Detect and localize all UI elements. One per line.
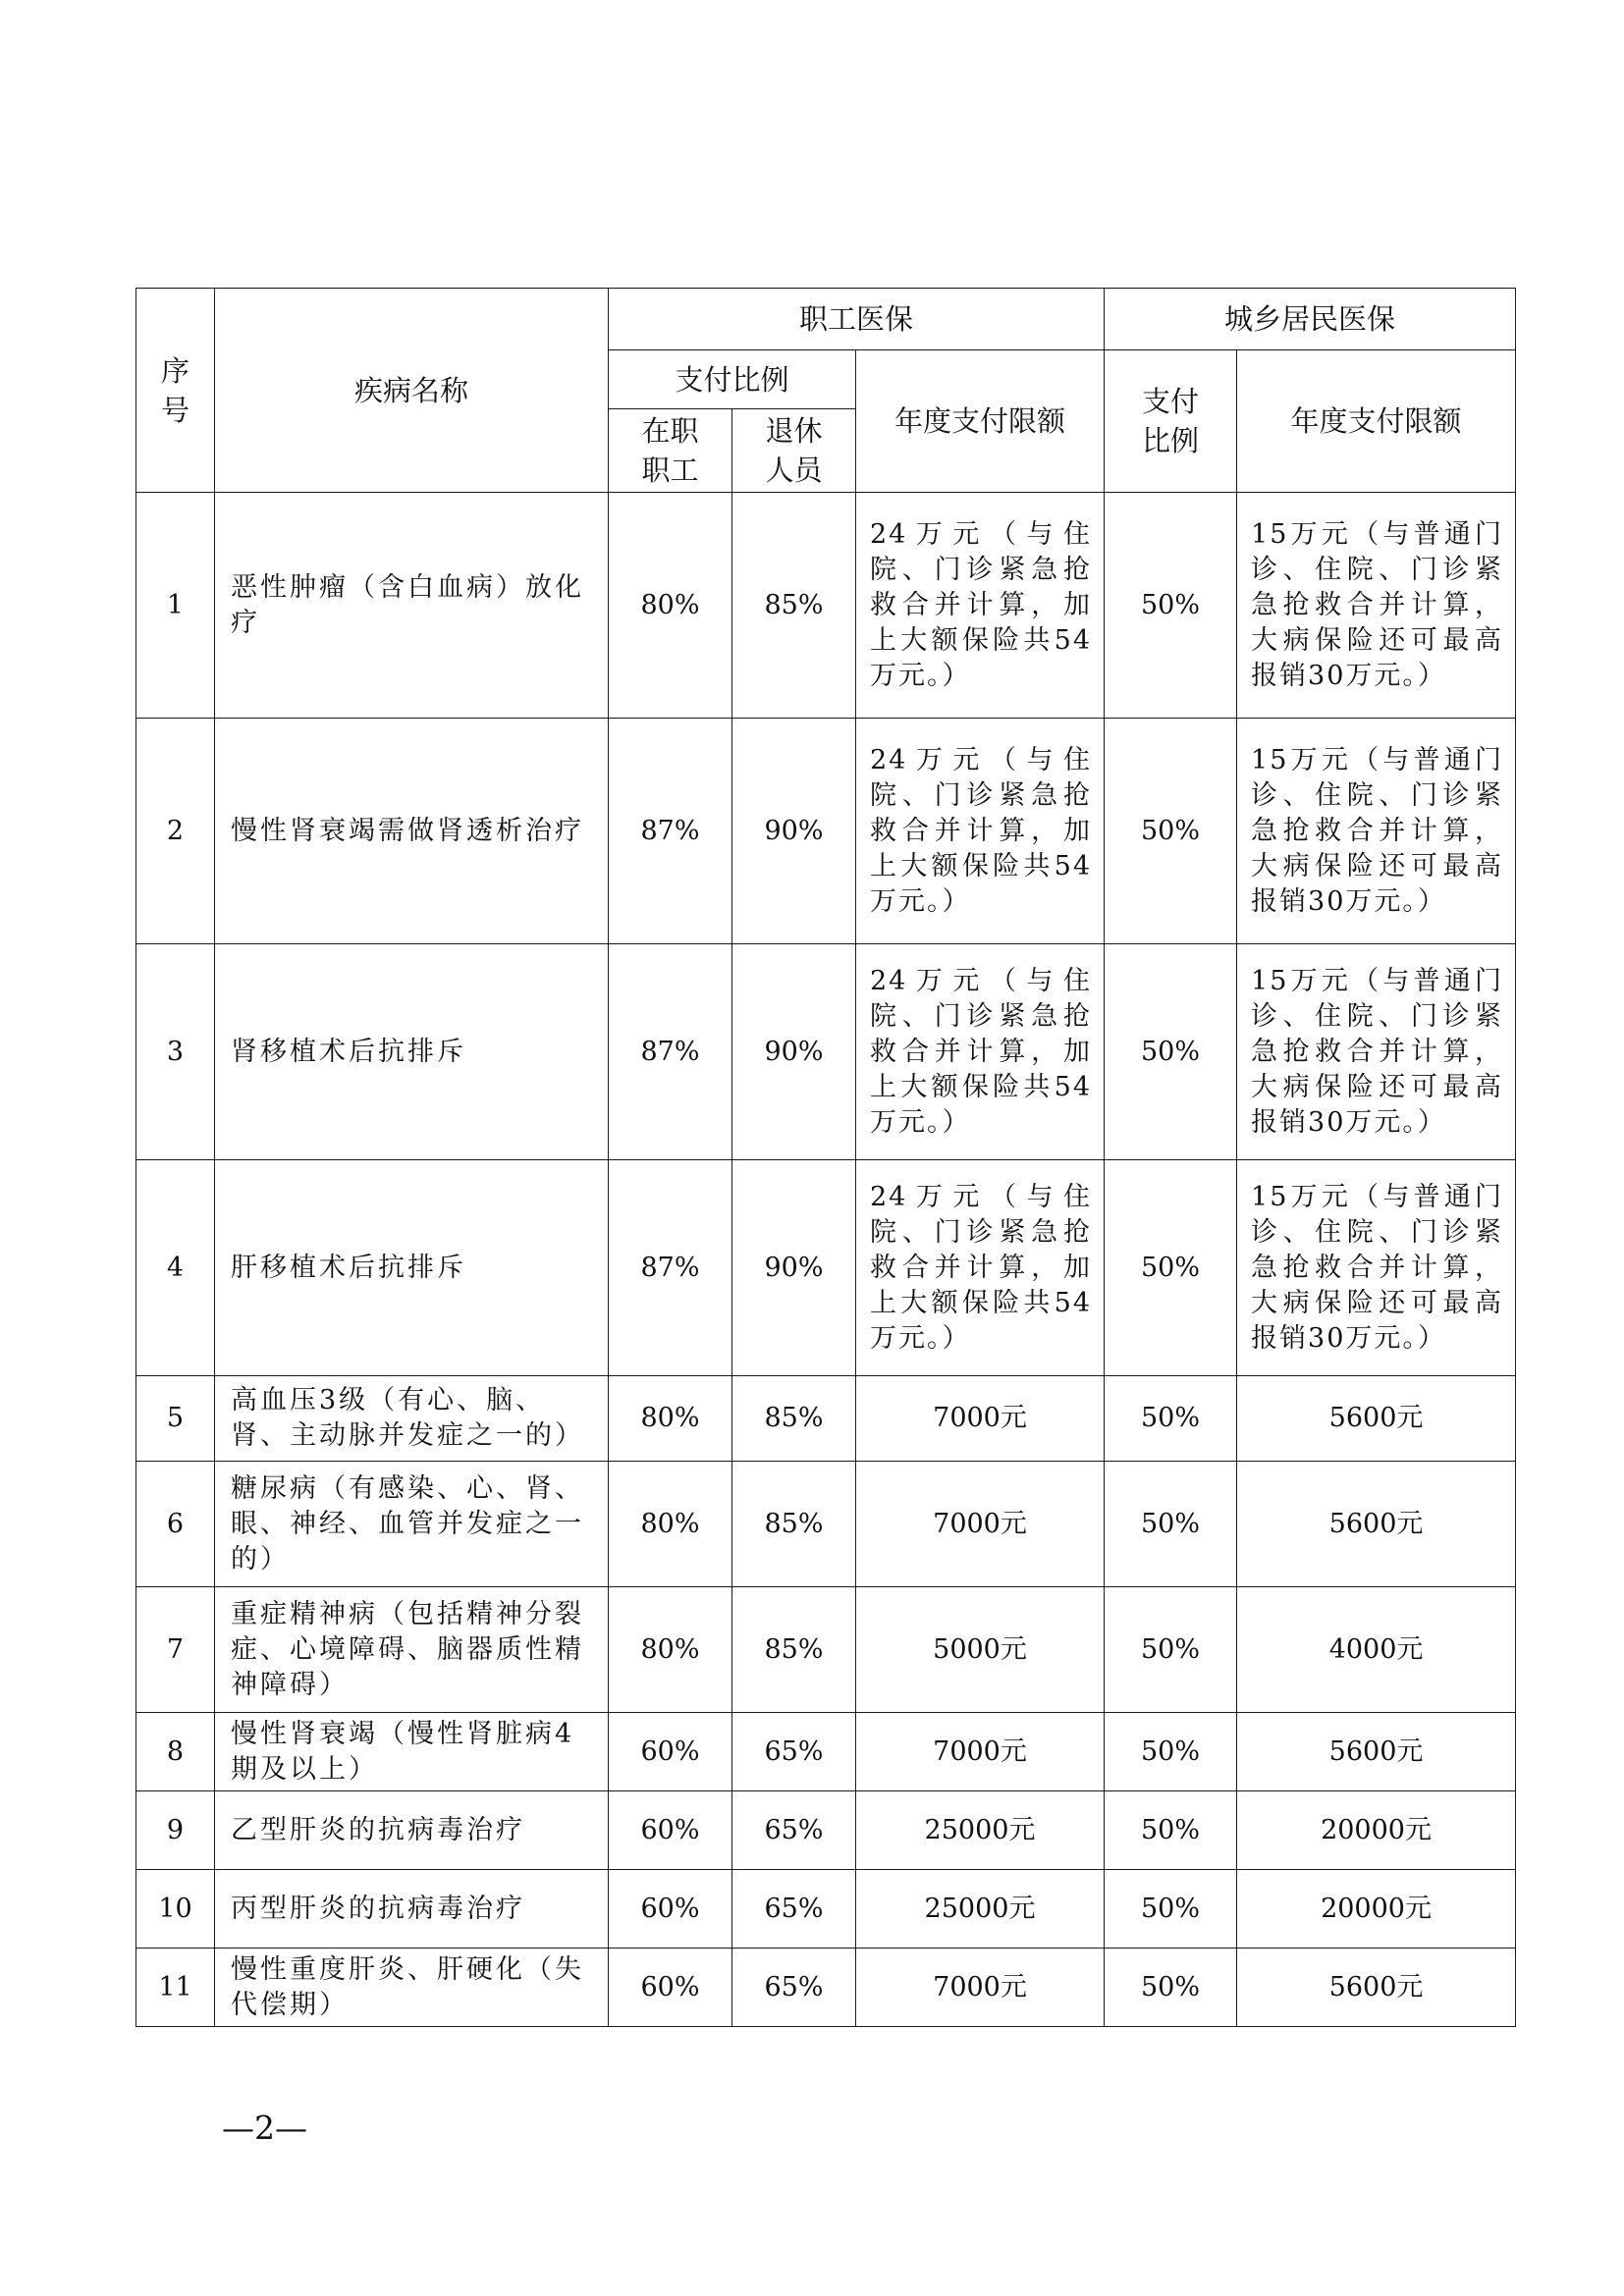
row-employee-limit-text: 24万元（与住院、门诊紧急抢救合并计算，加上大额保险共54万元。）: [870, 965, 1093, 1138]
row-disease-name: [215, 1949, 609, 2027]
header-row-1: [136, 289, 1516, 350]
row-disease-name-text: 恶性肿瘤（含白血病）放化疗: [231, 571, 584, 638]
row-disease-name-text: 重症精神病（包括精神分裂症、心境障碍、脑器质性精神障碍）: [231, 1598, 584, 1700]
row-in-service-ratio-text: 60%: [640, 1893, 700, 1924]
row-in-service-ratio: [609, 719, 732, 944]
row-retired-ratio-text: 85%: [764, 589, 824, 620]
row-disease-name: [215, 1587, 609, 1713]
row-resident-ratio-text: 50%: [1141, 815, 1201, 846]
row-disease-name-text: 高血压3级（有心、脑、肾、主动脉并发症之一的）: [231, 1385, 584, 1451]
row-employee-limit: [856, 1376, 1105, 1462]
row-disease-name: [215, 1160, 609, 1376]
row-resident-limit: [1237, 719, 1516, 944]
row-retired-ratio: [732, 1376, 856, 1462]
row-employee-limit: [856, 1949, 1105, 2027]
row-resident-ratio: [1105, 1376, 1237, 1462]
header-in-service: 在职职工: [609, 409, 732, 493]
row-in-service-ratio: [609, 1376, 732, 1462]
header-payment-ratio: 支付比例: [609, 350, 856, 409]
row-employee-limit-text: 7000元: [933, 1403, 1027, 1433]
row-employee-limit-text: 7000元: [933, 1735, 1027, 1767]
row-disease-name: [215, 1870, 609, 1949]
row-seq: [136, 719, 215, 944]
table-row: [136, 1791, 1516, 1870]
row-seq-text: 3: [166, 1036, 185, 1067]
row-resident-ratio-text: 50%: [1141, 1252, 1201, 1283]
row-resident-limit: [1237, 1376, 1516, 1462]
table-row: [136, 1949, 1516, 2027]
row-retired-ratio-text: 65%: [764, 1814, 824, 1845]
row-resident-ratio: [1105, 1713, 1237, 1791]
row-resident-limit-text: 5600元: [1328, 1508, 1424, 1539]
row-in-service-ratio: [609, 1713, 732, 1791]
row-in-service-ratio-text: 80%: [640, 1508, 700, 1539]
row-in-service-ratio: [609, 1870, 732, 1949]
row-disease-name-text: 慢性肾衰竭（慢性肾脏病4期及以上）: [231, 1718, 575, 1785]
row-employee-limit: [856, 1870, 1105, 1949]
row-resident-ratio-text: 50%: [1141, 1814, 1201, 1845]
row-in-service-ratio-text: 60%: [640, 1971, 700, 2002]
row-employee-limit: [856, 1587, 1105, 1713]
row-in-service-ratio-text: 87%: [640, 1252, 700, 1283]
row-resident-limit-text: 15万元（与普通门诊、住院、门诊紧急抢救合并计算，大病保险还可最高报销30万元。）: [1251, 965, 1504, 1138]
header-disease-name: 疾病名称: [215, 289, 609, 493]
row-retired-ratio-text: 65%: [764, 1893, 824, 1924]
row-retired-ratio-text: 90%: [764, 1252, 824, 1283]
row-in-service-ratio-text: 60%: [640, 1814, 700, 1845]
row-seq: [136, 1791, 215, 1870]
row-employee-limit-text: 24万元（与住院、门诊紧急抢救合并计算，加上大额保险共54万元。）: [870, 744, 1093, 917]
row-resident-ratio: [1105, 1160, 1237, 1376]
table-row: [136, 944, 1516, 1160]
row-seq: [136, 1713, 215, 1791]
row-resident-ratio-text: 50%: [1141, 1508, 1201, 1539]
row-employee-limit-text: 5000元: [933, 1633, 1027, 1665]
row-resident-limit-text: 15万元（与普通门诊、住院、门诊紧急抢救合并计算，大病保险还可最高报销30万元。）: [1251, 744, 1504, 917]
row-resident-ratio: [1105, 1462, 1237, 1587]
header-retired: 退休人员: [732, 409, 856, 493]
row-retired-ratio: [732, 1587, 856, 1713]
table-body: [136, 493, 1516, 2027]
table-row: [136, 1587, 1516, 1713]
row-seq-text: 9: [166, 1814, 185, 1845]
row-retired-ratio-text: 65%: [764, 1735, 824, 1767]
row-in-service-ratio-text: 80%: [640, 589, 700, 620]
page-number: —2—: [222, 2109, 307, 2147]
row-disease-name-text: 肾移植术后抗排斥: [231, 1036, 466, 1067]
row-employee-limit-text: 24万元（与住院、门诊紧急抢救合并计算，加上大额保险共54万元。）: [870, 1181, 1093, 1354]
row-retired-ratio-text: 90%: [764, 815, 824, 846]
row-in-service-ratio: [609, 1949, 732, 2027]
row-resident-limit: [1237, 1462, 1516, 1587]
header-employee-insurance: 职工医保: [609, 289, 1105, 350]
row-retired-ratio: [732, 1713, 856, 1791]
row-employee-limit: [856, 493, 1105, 719]
row-disease-name: [215, 493, 609, 719]
row-resident-limit-text: 5600元: [1328, 1735, 1424, 1767]
row-retired-ratio-text: 90%: [764, 1036, 824, 1067]
row-disease-name-text: 慢性肾衰竭需做肾透析治疗: [231, 815, 584, 846]
row-resident-ratio-text: 50%: [1141, 1971, 1201, 2002]
row-resident-ratio: [1105, 719, 1237, 944]
row-disease-name-text: 丙型肝炎的抗病毒治疗: [231, 1893, 525, 1924]
row-seq-text: 5: [166, 1403, 185, 1433]
row-resident-limit-text: 15万元（与普通门诊、住院、门诊紧急抢救合并计算，大病保险还可最高报销30万元。）: [1251, 1181, 1504, 1354]
row-seq: [136, 1949, 215, 2027]
insurance-table: [135, 288, 1516, 2027]
row-in-service-ratio: [609, 1462, 732, 1587]
row-resident-limit: [1237, 1587, 1516, 1713]
row-resident-ratio-text: 50%: [1141, 1735, 1201, 1767]
header-resident-insurance: 城乡居民医保: [1105, 289, 1516, 350]
row-in-service-ratio-text: 80%: [640, 1403, 700, 1433]
row-resident-ratio-text: 50%: [1141, 1403, 1201, 1433]
row-disease-name: [215, 1791, 609, 1870]
row-in-service-ratio-text: 87%: [640, 1036, 700, 1067]
row-seq: [136, 1160, 215, 1376]
row-resident-limit-text: 20000元: [1321, 1814, 1432, 1845]
row-resident-limit-text: 5600元: [1328, 1971, 1424, 2002]
row-in-service-ratio: [609, 1160, 732, 1376]
row-in-service-ratio: [609, 493, 732, 719]
row-seq-text: 4: [166, 1252, 185, 1283]
row-resident-ratio-text: 50%: [1141, 1893, 1201, 1924]
row-disease-name-text: 肝移植术后抗排斥: [231, 1252, 466, 1283]
row-seq-text: 6: [166, 1508, 185, 1539]
row-resident-limit: [1237, 1949, 1516, 2027]
row-in-service-ratio-text: 60%: [640, 1735, 700, 1767]
row-resident-ratio-text: 50%: [1141, 1633, 1201, 1665]
row-employee-limit: [856, 1791, 1105, 1870]
row-retired-ratio: [732, 493, 856, 719]
table-row: [136, 1713, 1516, 1791]
header-resident-payment-ratio: 支付比例: [1105, 350, 1237, 493]
row-retired-ratio-text: 85%: [764, 1633, 824, 1665]
row-employee-limit-text: 25000元: [924, 1814, 1036, 1845]
row-retired-ratio-text: 85%: [764, 1403, 824, 1433]
row-retired-ratio: [732, 1949, 856, 2027]
row-in-service-ratio: [609, 1791, 732, 1870]
row-seq: [136, 1587, 215, 1713]
row-retired-ratio: [732, 944, 856, 1160]
row-resident-limit: [1237, 1791, 1516, 1870]
row-employee-limit-text: 7000元: [933, 1971, 1027, 2002]
row-employee-limit: [856, 719, 1105, 944]
row-retired-ratio: [732, 1462, 856, 1587]
row-resident-ratio: [1105, 1791, 1237, 1870]
row-employee-limit: [856, 944, 1105, 1160]
row-in-service-ratio-text: 80%: [640, 1633, 700, 1665]
header-annual-limit: 年度支付限额: [856, 350, 1105, 493]
table-row: [136, 1870, 1516, 1949]
row-resident-ratio: [1105, 1949, 1237, 2027]
row-disease-name: [215, 719, 609, 944]
row-seq: [136, 944, 215, 1160]
row-employee-limit-text: 25000元: [924, 1893, 1036, 1924]
row-resident-ratio: [1105, 944, 1237, 1160]
header-resident-annual-limit: 年度支付限额: [1237, 350, 1516, 493]
row-resident-ratio: [1105, 1870, 1237, 1949]
row-retired-ratio: [732, 719, 856, 944]
row-in-service-ratio-text: 87%: [640, 815, 700, 846]
row-resident-ratio: [1105, 493, 1237, 719]
row-disease-name: [215, 944, 609, 1160]
row-disease-name-text: 慢性重度肝炎、肝硬化（失代偿期）: [231, 1953, 584, 2020]
row-employee-limit: [856, 1462, 1105, 1587]
row-resident-ratio-text: 50%: [1141, 1036, 1201, 1067]
row-retired-ratio: [732, 1870, 856, 1949]
row-resident-limit-text: 15万元（与普通门诊、住院、门诊紧急抢救合并计算，大病保险还可最高报销30万元。）: [1251, 518, 1504, 691]
row-resident-limit: [1237, 1160, 1516, 1376]
row-seq-text: 11: [158, 1971, 192, 2002]
table-row: [136, 1160, 1516, 1376]
row-resident-limit-text: 20000元: [1321, 1893, 1432, 1924]
row-seq: [136, 1870, 215, 1949]
row-resident-ratio: [1105, 1587, 1237, 1713]
header-seq: 序号: [136, 289, 215, 493]
row-in-service-ratio: [609, 1587, 732, 1713]
row-retired-ratio-text: 85%: [764, 1508, 824, 1539]
row-seq-text: 8: [166, 1735, 185, 1767]
row-retired-ratio: [732, 1160, 856, 1376]
row-employee-limit: [856, 1713, 1105, 1791]
row-retired-ratio-text: 65%: [764, 1971, 824, 2002]
row-resident-limit: [1237, 493, 1516, 719]
row-employee-limit-text: 7000元: [933, 1508, 1027, 1539]
row-resident-ratio-text: 50%: [1141, 589, 1201, 620]
row-seq-text: 7: [166, 1633, 185, 1665]
table-row: [136, 1462, 1516, 1587]
row-resident-limit: [1237, 944, 1516, 1160]
row-disease-name-text: 乙型肝炎的抗病毒治疗: [231, 1814, 525, 1845]
row-resident-limit: [1237, 1713, 1516, 1791]
row-employee-limit-text: 24万元（与住院、门诊紧急抢救合并计算，加上大额保险共54万元。）: [870, 518, 1093, 691]
row-disease-name: [215, 1462, 609, 1587]
row-seq: [136, 1462, 215, 1587]
row-resident-limit: [1237, 1870, 1516, 1949]
table-row: [136, 1376, 1516, 1462]
row-seq-text: 2: [166, 815, 185, 846]
row-disease-name: [215, 1713, 609, 1791]
row-seq-text: 10: [158, 1893, 192, 1924]
table-row: [136, 719, 1516, 944]
row-retired-ratio: [732, 1791, 856, 1870]
row-seq: [136, 493, 215, 719]
row-seq: [136, 1376, 215, 1462]
row-resident-limit-text: 5600元: [1328, 1403, 1424, 1433]
row-resident-limit-text: 4000元: [1328, 1633, 1424, 1665]
row-seq-text: 1: [166, 589, 185, 620]
row-in-service-ratio: [609, 944, 732, 1160]
table-row: [136, 493, 1516, 719]
row-disease-name: [215, 1376, 609, 1462]
row-disease-name-text: 糖尿病（有感染、心、肾、眼、神经、血管并发症之一的）: [231, 1472, 584, 1575]
row-employee-limit: [856, 1160, 1105, 1376]
